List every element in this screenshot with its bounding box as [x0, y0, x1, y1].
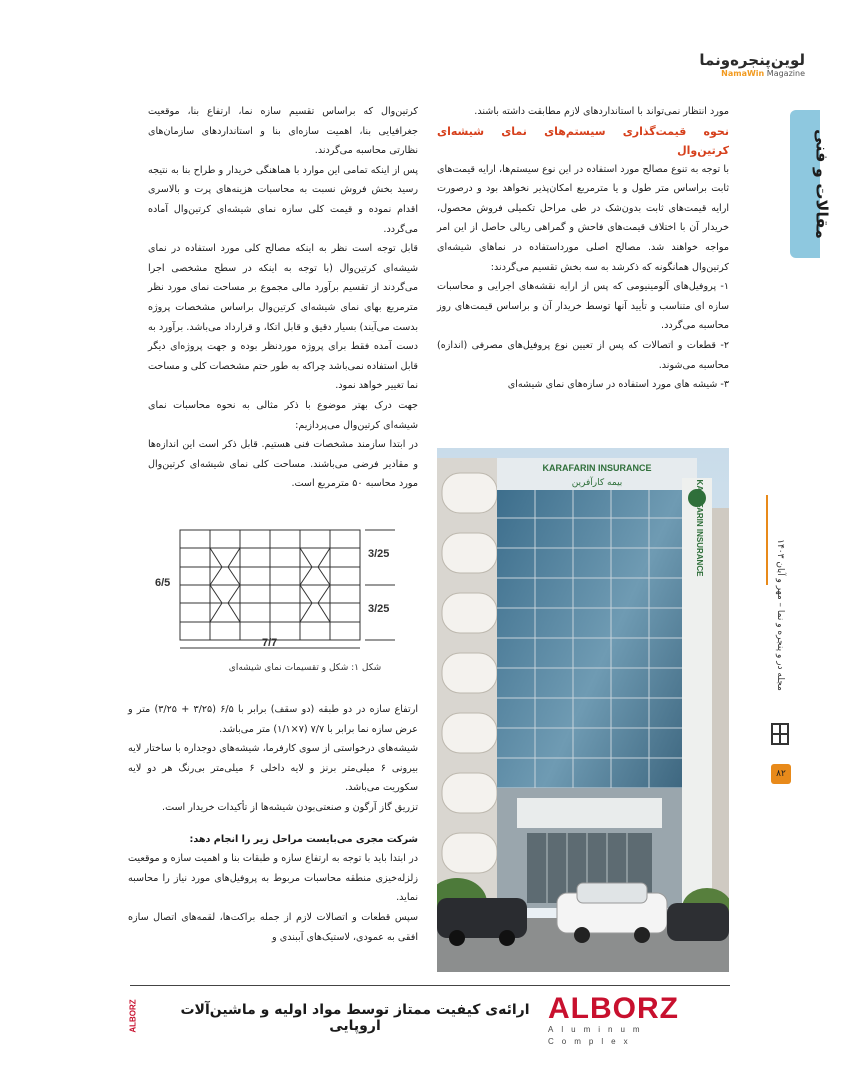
label-height: 6/5 — [155, 577, 171, 589]
section-title: مقالات و فنی — [812, 129, 832, 239]
side-magazine-text: مجله در و پنجره و نما – مهر و آبان ۱۴۰۳ — [775, 539, 785, 691]
alborz-small-logo — [126, 992, 140, 1040]
right-intro: مورد انتظار نمی‌تواند با استانداردهای لازم مطابقت داشته باشند. — [474, 106, 729, 117]
logo-persian: لوین‌پنجره‌ونما — [699, 51, 805, 69]
window-icon — [770, 722, 790, 746]
page-number: ۸۲ — [771, 764, 791, 784]
left-p3: قابل توجه است نظر به اینکه مصالح کلی مورد استفاده در نمای شیشه‌ای کرتین‌وال (با توجه به اینکه در سطح مشخصی اجرا می‌گردند از تقسیم برآورد مالی مجموع بر مساحت نمای مورد نظر مترمربع بهای نمای شیشه‌ای کرتین‌وال براساس مشخصات پروژه بدست می‌آیند) بسیار دقیق و قابل اتکا، و قرارداد می‌باشد. برآورد به دست آمده فقط برای پروژه موردنظر بوده و جهت پروژه‌ای دیگر قابل استفاده نمی‌باشد چراکه به طور حتم مشخصات کلی و مساحت نما تغییر خواهد نمود. — [148, 243, 418, 392]
left-column-upper — [148, 102, 418, 494]
logo-english — [675, 69, 805, 79]
footer-rule — [130, 985, 730, 986]
alborz-wordmark: ALBORZ — [548, 992, 679, 1025]
facade-diagram — [150, 520, 410, 660]
left-p5: در ابتدا سازمند مشخصات فنی هستیم. قابل ذکر است این اندازه‌ها و مقادیر فرضی می‌باشند. مساحت کلی نمای شیشه‌ای کرتین‌وال مورد محاسبه ۵۰ مترمربع است. — [148, 439, 418, 490]
building-sign-fa: بیمه کارآفرین — [571, 478, 623, 488]
building-photo — [437, 448, 729, 972]
left-column-lower — [128, 700, 418, 947]
side-magazine-info — [772, 495, 788, 735]
lower-p4: در ابتدا باید با توجه به ارتفاع سازه و طبقات بنا و اهمیت سازه و موقعیت زلزله‌خیزی منطقه محاسبات مربوط به پروفیل‌های مورد نیاز را محاسبه نماید. — [128, 853, 418, 904]
label-bottom-floor: 3/25 — [368, 603, 390, 615]
ad-text: ارائه‌ی کیفیت ممتاز توسط مواد اولیه و ماشین‌آلات اروپایی — [180, 1002, 530, 1034]
label-width: 7/7 — [262, 637, 278, 649]
alborz-logo — [548, 992, 732, 1046]
right-paragraph: با توجه به تنوع مصالح مورد استفاده در این نوع سیستم‌ها، ارایه قیمت‌های ثابت براساس متر طول و یا مترمربع امکان‌پذیر نخواهد بود و درصورت ارایه قیمت‌های ثابت بدون‌شک در طی مراحل تکمیلی فروش محصول، خریدار آن با اختلاف قیمت‌های فاحش و گمراهی ریالی حاصل از این امر مواجه خواهند شد. مصالح اصلی مورداستفاده در نماهای شیشه‌ای کرتین‌وال همانگونه که ذکرشد به سه بخش تقسیم می‌گردند: — [437, 163, 729, 273]
right-item-3: ۳- شیشه های مورد استفاده در سازه‌های نمای شیشه‌ای — [507, 379, 729, 391]
logo-brand: NamaWin — [721, 69, 765, 78]
logo-suffix: Magazine — [766, 69, 805, 78]
magazine-logo — [675, 52, 805, 84]
side-accent-rule — [766, 495, 768, 585]
lower-p5: سپس قطعات و اتصالات لازم از جمله براکت‌ها، لقمه‌های اتصال سازه افقی به عمودی، لاستیک‌های آببندی و — [128, 911, 418, 943]
label-top-floor: 3/25 — [368, 548, 390, 560]
alborz-subtitle: Aluminum Complex — [548, 1025, 648, 1046]
left-p2: پس از اینکه تمامی این موارد با هماهنگی خریدار و طراح بنا به نتیجه رسید بخش فروش نسبت به محاسبات هزینه‌های پرت و بالاسری اقدام نموده و قیمت کلی سازه نمای شیشه‌ای کرتین‌وال آماده می‌گردد. — [148, 164, 418, 235]
section-tab — [790, 110, 832, 258]
lower-heading: شرکت مجری می‌بایست مراحل زیر را انجام دهد: — [189, 833, 418, 845]
right-column — [437, 102, 729, 395]
lower-p1: ارتفاع سازه در دو طبقه (دو سقف) برابر با ۶/۵ (۳/۲۵ + ۳/۲۵) متر و عرض سازه نما برابر با ۷/۷ (۷×۱/۱) متر می‌باشد. — [128, 704, 418, 735]
right-item-2: ۲- قطعات و اتصالات که پس از تعیین نوع پروفیل‌های مصرفی (اندازه) محاسبه می‌شوند. — [437, 339, 729, 371]
alborz-small-text: ALBORZ — [128, 999, 138, 1033]
right-heading: نحوه قیمت‌گذاری سیستم‌های نمای شیشه‌ای کرتین‌وال — [437, 124, 729, 157]
building-sign-en: KARAFARIN INSURANCE — [542, 463, 652, 473]
lower-p3: تزریق گاز آرگون و صنعتی‌بودن شیشه‌ها از تأکیدات خریدار است. — [162, 801, 418, 813]
left-p1: کرتین‌وال که براساس تقسیم سازه نما، ارتفاع بنا، موقعیت جغرافیایی بنا، اهمیت سازه‌ای بنا و استانداردهای سازمان‌های نظارتی محاسبه می‌گردند. — [148, 106, 418, 157]
figure-caption: شکل ۱: شکل و تقسیمات نمای شیشه‌ای — [228, 663, 382, 673]
lower-p2: شیشه‌های درخواستی از سوی کارفرما، شیشه‌های دوجداره با ساختار لایه بیرونی ۶ میلی‌متر برنز و لایه داخلی ۶ میلی‌متر بی‌رنگ هر دو لایه سکوریت می‌باشد. — [128, 743, 418, 794]
left-p4: جهت درک بهتر موضوع با ذکر مثالی به نحوه محاسبات نمای شیشه‌ای کرتین‌وال می‌پردازیم: — [148, 399, 418, 431]
right-item-1: ۱- پروفیل‌های آلومینیومی که پس از ارایه نقشه‌های اجرایی و محاسبات سازه ای متناسب و تأیید آنها توسط خریدار آن و براساس قیمت‌های روز محاسبه می‌گردد. — [437, 281, 729, 332]
vertical-sign: KARAFARIN INSURANCE — [695, 479, 704, 577]
